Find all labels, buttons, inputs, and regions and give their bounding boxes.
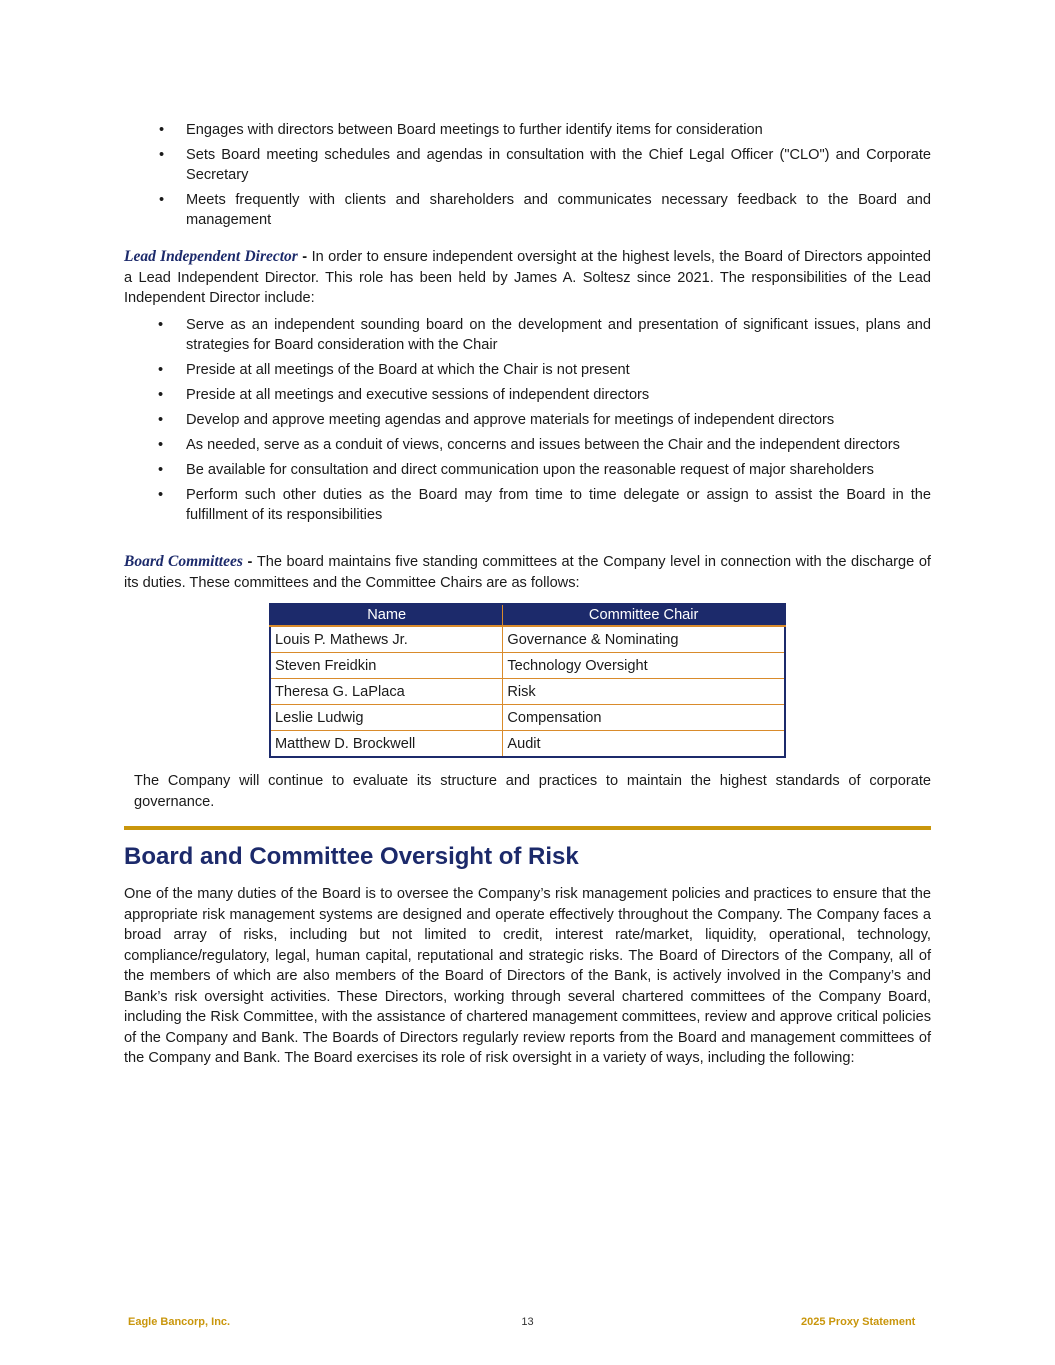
cell-committee: Governance & Nominating [503,626,785,653]
footer-page-number: 13 [521,1316,534,1328]
footer-document-title: 2025 Proxy Statement [801,1316,916,1328]
table-header-row [270,604,785,626]
table-row [270,679,785,705]
bullet-icon: • [158,487,164,503]
closing-paragraph: The Company will continue to evaluate its structure and practices to maintain the highest standards of corporate governance. [134,773,931,810]
lead-director-responsibilities-list [124,315,931,530]
column-header-committee-chair: Committee Chair [503,604,785,626]
table-row [270,626,785,653]
list-item: • Preside at all meetings and executive sessions of independent directors [158,387,650,403]
cell-name: Steven Freidkin [270,653,503,679]
bullet-icon: • [158,462,164,478]
chair-duties-list [124,120,931,235]
cell-committee: Compensation [503,705,785,731]
table-row [270,705,785,731]
table-row [270,731,785,758]
cell-committee: Risk [503,679,785,705]
cell-name: Matthew D. Brockwell [275,735,416,752]
list-item: • As needed, serve as a conduit of views, concerns and issues between the Chair and the independent directors [158,437,900,453]
bullet-icon: • [159,147,165,163]
bullet-icon: • [158,437,164,453]
lead-independent-director-paragraph: Lead Independent Director - In order to ensure independent oversight at the highest levels, the Board of Directors appointed a Lead Independent Director. This role has been held by James A. Soltesz since 2021. The responsibilities of the Lead Independent Director include: [124,248,931,306]
bullet-icon: • [158,362,164,378]
column-header-name: Name [270,604,503,626]
list-item: • Develop and approve meeting agendas and approve materials for meetings of independent directors [158,412,835,428]
bullet-icon: • [159,192,165,208]
section-heading: Board and Committee Oversight of Risk [124,843,579,870]
table-row [270,653,785,679]
list-item: • Be available for consultation and direct communication upon the reasonable request of major shareholders [158,462,874,478]
bullet-icon: • [158,317,164,333]
section-divider [124,826,931,830]
bullet-icon: • [159,122,165,138]
board-committees-paragraph: Board Committees - The board maintains five standing committees at the Company level in connection with the discharge of its duties. These committees and the Committee Chairs are as follows: [124,553,931,591]
footer-company-name: Eagle Bancorp, Inc. [128,1316,231,1328]
list-item: • Meets frequently with clients and shareholders and communicates necessary feedback to the Board and management [159,192,931,228]
cell-name: Louis P. Mathews Jr. [270,626,503,653]
list-item: • Engages with directors between Board meetings to further identify items for consideration [159,122,763,138]
cell-committee: Technology Oversight [503,653,785,679]
cell-name: Theresa G. LaPlaca [270,679,503,705]
bullet-icon: • [158,412,164,428]
cell-committee: Audit [503,731,785,758]
committee-chairs-table [269,603,786,758]
cell-name: Leslie Ludwig [270,705,503,731]
board-committees-label: Board Committees [124,553,243,570]
risk-oversight-paragraph: One of the many duties of the Board is to oversee the Company’s risk management policies and practices to ensure that the appropriate risk management systems are designed and operate effectively throughout the Company. The Company faces a broad array of risks, including but not limited to credit, interest rate/market, liquidity, operational, technology, compliance/regulatory, legal, human capital, reputational and strategic risks. The Board of Directors of the Company, all of the members of which are also members of the Board of Directors of the Bank, is actively involved in the Company’s and Bank’s risk oversight activities. These Directors, working through several chartered committees of the Company Board, including the Risk Committee, with the assistance of chartered management committees, review and approve critical policies of the Company and Bank. The Boards of Directors regularly review reports from the Board and management committees of the Company and Bank. The Board exercises its role of risk oversight in a variety of ways, including the following: [124,886,931,1066]
list-item: • Perform such other duties as the Board may from time to time delegate or assign to assist the Board in the fulfillment of its responsibilities [158,487,931,523]
list-item: • Serve as an independent sounding board on the development and presentation of significant issues, plans and strategies for Board consideration with the Chair [158,317,931,353]
lead-independent-director-label: Lead Independent Director [124,248,298,265]
list-item: • Sets Board meeting schedules and agendas in consultation with the Chief Legal Officer ("CLO") and Corporate Secretary [159,147,931,183]
list-item: • Preside at all meetings of the Board at which the Chair is not present [158,362,630,378]
bullet-icon: • [158,387,164,403]
